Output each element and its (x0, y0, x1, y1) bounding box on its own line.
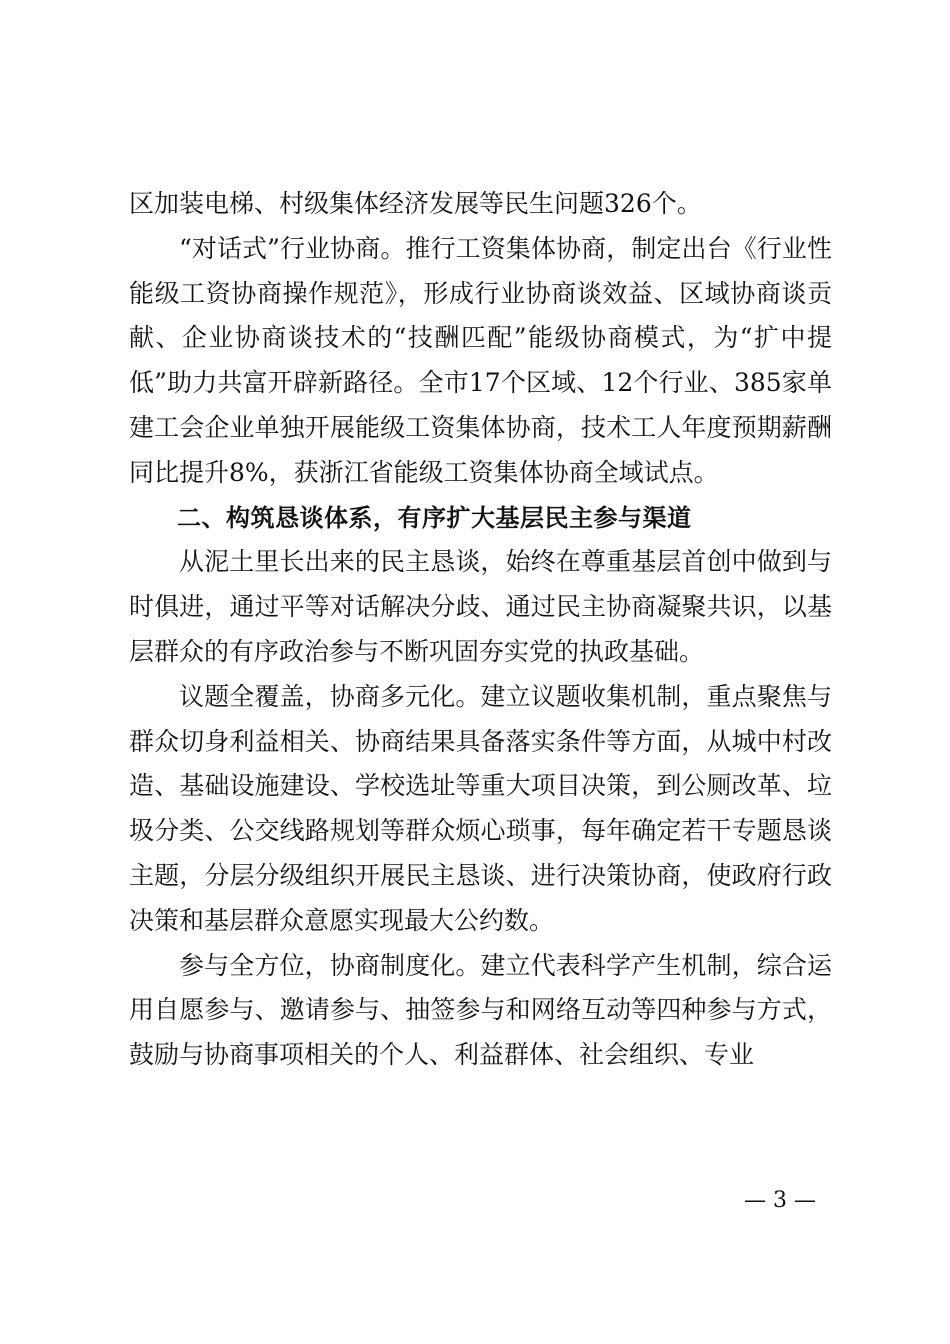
page-number: — 3 — (744, 1188, 816, 1213)
section-heading: 二、构筑恳谈体系，有序扩大基层民主参与渠道 (177, 503, 692, 532)
paragraph-continuation: 区加装电梯、村级集体经济发展等民生问题326个。 (129, 189, 702, 218)
paragraph-democratic-consultation: 从泥土里长出来的民主恳谈，始终在尊重基层首创中做到与时俱进，通过平等对话解决分歧、通过民主协商凝聚共识，以基层群众的有序政治参与不断巩固夯实党的执政基础。 (129, 547, 832, 666)
paragraph-industry-negotiation: “对话式”行业协商。推行工资集体协商，制定出台《行业性能级工资协商操作规范》，形成行业协商谈效益、区域协商谈贡献、企业协商谈技术的“技酬匹配”能级协商模式，为“扩中提低”助力共富开辟新路径。全市17个区域、12个行业、385家单建工会企业单独开展能级工资集体协商，技术工人年度预期薪酬同比提升8%，获浙江省能级工资集体协商全域试点。 (129, 233, 832, 487)
paragraph-participation: 参与全方位，协商制度化。建立代表科学产生机制，综合运用自愿参与、邀请参与、抽签参与和网络互动等四种参与方式，鼓励与协商事项相关的个人、利益群体、社会组织、专业 (129, 950, 832, 1070)
paragraph-topic-coverage: 议题全覆盖，协商多元化。建立议题收集机制，重点聚焦与群众切身利益相关、协商结果具备落实条件等方面，从城中村改造、基础设施建设、学校选址等重大项目决策，到公厕改革、垃圾分类、公交线路规划等群众烦心琐事，每年确定若干专题恳谈主题，分层分级组织开展民主恳谈、进行决策协商，使政府行政决策和基层群众意愿实现最大公约数。 (129, 681, 832, 935)
document-body (129, 182, 832, 1078)
